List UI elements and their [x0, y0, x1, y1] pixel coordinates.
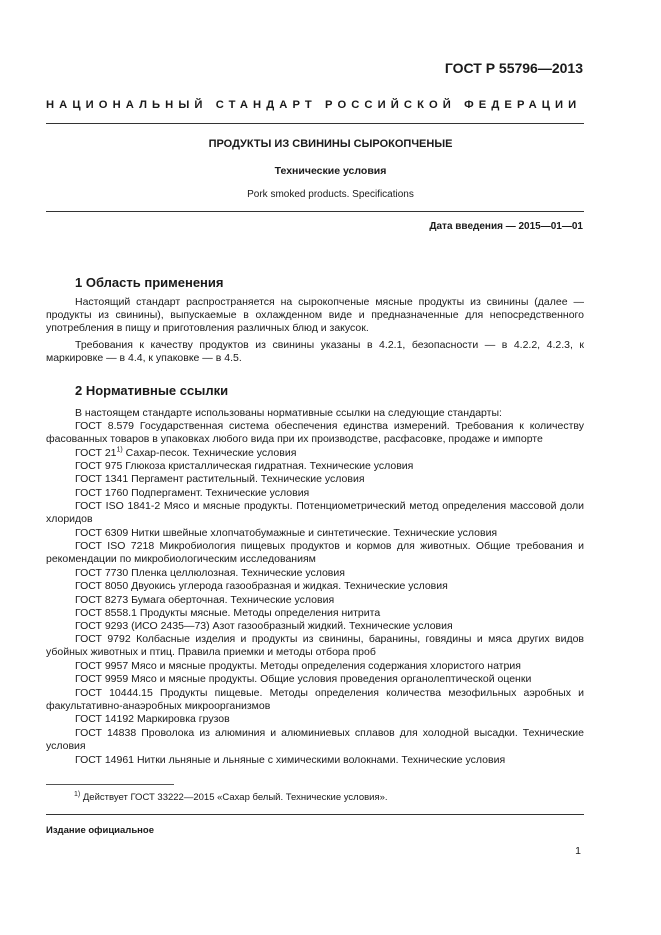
- reference-gost-8558-1: ГОСТ 8558.1 Продукты мясные. Методы определения нитрита: [75, 607, 381, 619]
- document-title: ПРОДУКТЫ ИЗ СВИНИНЫ СЫРОКОПЧЕНЫЕ: [208, 138, 453, 150]
- reference-gost-iso-7218: ГОСТ ISO 7218 Микробиология пищевых продуктов и кормов для животных. Общие требования и рекомендации по микробиологическим исследованиям: [46, 540, 584, 566]
- reference-gost-6309: ГОСТ 6309 Нитки швейные хлопчатобумажные и синтетические. Технические условия: [75, 527, 498, 539]
- reference-gost-14838: ГОСТ 14838 Проволока из алюминия и алюминиевых сплавов для холодной высадки. Технические условия: [46, 727, 584, 753]
- reference-gost-14192: ГОСТ 14192 Маркировка грузов: [75, 713, 230, 725]
- footnote-separator: [46, 784, 174, 785]
- footnote-reference-marker: 1): [116, 446, 123, 454]
- reference-gost-1760: ГОСТ 1760 Подпергамент. Технические условия: [75, 487, 310, 499]
- reference-gost-7730: ГОСТ 7730 Пленка целлюлозная. Технические условия: [75, 567, 345, 579]
- reference-gost-21-code: ГОСТ 21: [75, 447, 117, 459]
- reference-gost-8050: ГОСТ 8050 Двуокись углерода газообразная и жидкая. Технические условия: [75, 580, 448, 592]
- section-1-heading: 1 Область применения: [75, 275, 224, 290]
- footnote-text: Действует ГОСТ 33222—2015 «Сахар белый. Технические условия».: [80, 792, 388, 803]
- reference-gost-8273: ГОСТ 8273 Бумага оберточная. Технические условия: [75, 594, 335, 606]
- reference-gost-iso-1841-2: ГОСТ ISO 1841-2 Мясо и мясные продукты. Потенциометрический метод определения массовой доли хлоридов: [46, 500, 584, 526]
- reference-gost-21-text: Сахар-песок. Технические условия: [122, 447, 297, 459]
- page-number: 1: [575, 845, 581, 857]
- footnote: [74, 792, 388, 803]
- section-2-heading: 2 Нормативные ссылки: [75, 383, 229, 398]
- reference-gost-9293: ГОСТ 9293 (ИСО 2435—73) Азот газообразный жидкий. Технические условия: [75, 620, 453, 632]
- reference-gost-8579: ГОСТ 8.579 Государственная система обеспечения единства измерений. Требования к количеству фасованных товаров в упаковках любого вида при их производстве, расфасовке, продаже и импорте: [46, 420, 584, 446]
- section-1-paragraph-2: Требования к качеству продуктов из свинины указаны в 4.2.1, безопасности — в 4.2.2, 4.2.3, к маркировке — в 4.4, к упаковке — в 4.5.: [46, 339, 584, 365]
- document-subtitle: Технические условия: [274, 165, 387, 177]
- reference-gost-9792: ГОСТ 9792 Колбасные изделия и продукты из свинины, баранины, говядины и мяса других видов убойных животных и птиц. Правила приемки и методы отбора проб: [46, 633, 584, 659]
- reference-gost-21: [46, 447, 584, 460]
- reference-gost-975: ГОСТ 975 Глюкоза кристаллическая гидратная. Технические условия: [75, 460, 414, 472]
- section-2-intro: В настоящем стандарте использованы нормативные ссылки на следующие стандарты:: [75, 407, 502, 419]
- section-1-paragraph-1: Настоящий стандарт распространяется на сырокопченые мясные продукты из свинины (далее — продукты из свинины), выпускаемые в охлажденном виде и предназначенные для непосредственного употребления в пищу и приготовления различных блюд и закусок.: [46, 296, 584, 335]
- official-edition-label: Издание официальное: [46, 825, 154, 836]
- footnote-marker: 1): [74, 790, 81, 798]
- reference-gost-9959: ГОСТ 9959 Мясо и мясные продукты. Общие условия проведения органолептической оценки: [75, 673, 532, 685]
- header-divider: [46, 123, 584, 124]
- standard-banner: НАЦИОНАЛЬНЫЙ СТАНДАРТ РОССИЙСКОЙ ФЕДЕРАЦИИ: [46, 99, 582, 111]
- reference-gost-10444-15: ГОСТ 10444.15 Продукты пищевые. Методы определения количества мезофильных аэробных и факультативно-анаэробных микроорганизмов: [46, 687, 584, 713]
- reference-gost-9957: ГОСТ 9957 Мясо и мясные продукты. Методы определения содержания хлористого натрия: [75, 660, 521, 672]
- document-number: ГОСТ Р 55796—2013: [444, 60, 583, 76]
- title-divider: [46, 211, 584, 212]
- reference-gost-14961: ГОСТ 14961 Нитки льняные и льняные с химическими волокнами. Технические условия: [75, 754, 506, 766]
- footer-divider: [46, 814, 584, 815]
- english-title: Pork smoked products. Specifications: [247, 189, 414, 200]
- reference-gost-1341: ГОСТ 1341 Пергамент растительный. Технические условия: [75, 473, 365, 485]
- introduction-date: Дата введения — 2015—01—01: [429, 221, 583, 232]
